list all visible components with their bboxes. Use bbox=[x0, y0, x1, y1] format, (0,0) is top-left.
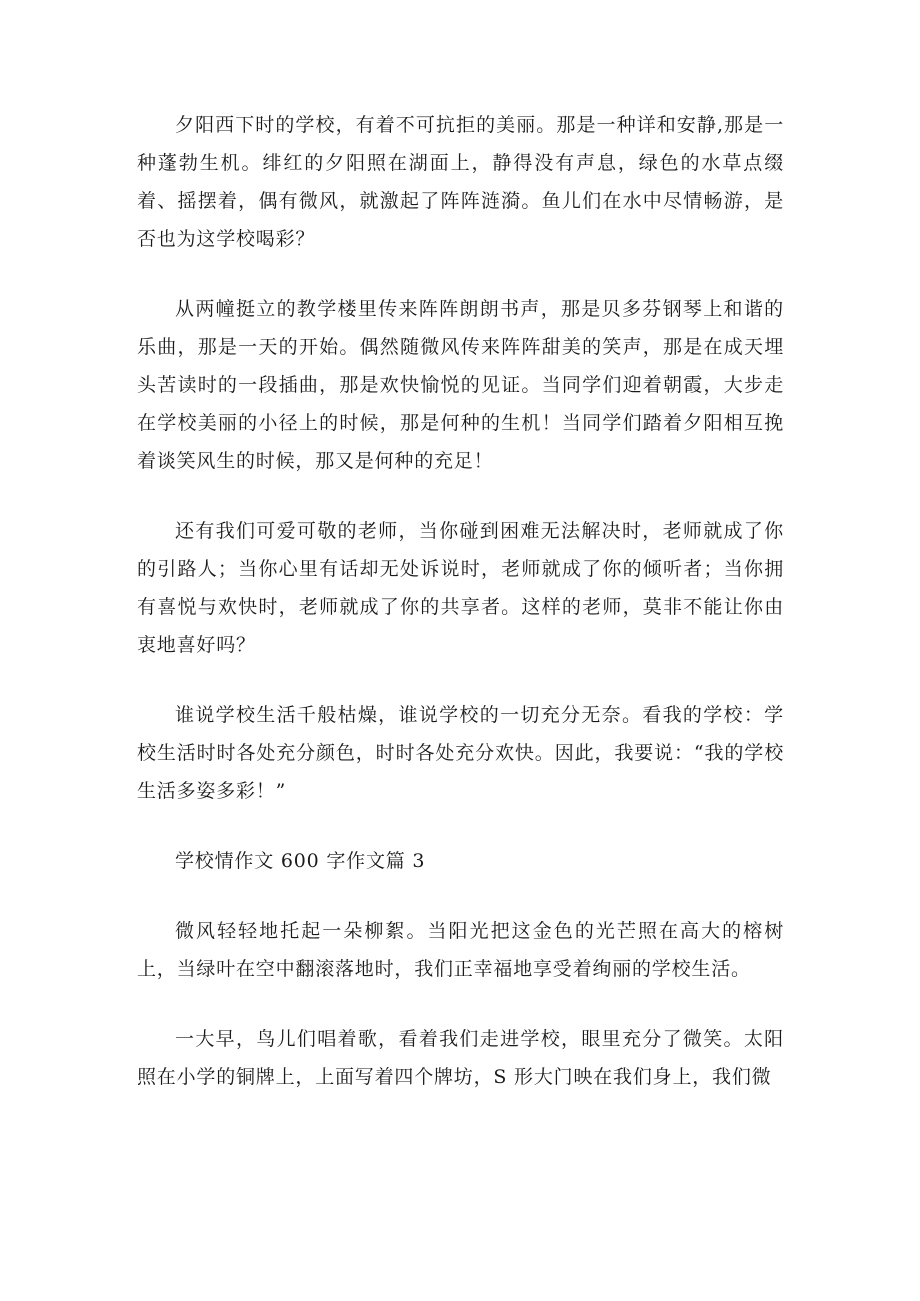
paragraph-breeze: 微风轻轻地托起一朵柳絮。当阳光把这金色的光芒照在高大的榕树上，当绿叶在空中翻滚落地时，我们正幸福地享受着绚丽的学校生活。 bbox=[137, 920, 784, 980]
paragraph-sunset: 夕阳西下时的学校，有着不可抗拒的美丽。那是一种详和安静,那是一种蓬勃生机。绯红的夕阳照在湖面上，静得没有声息，绿色的水草点缀着、摇摆着，偶有微风，就激起了阵阵涟漪。鱼儿们在水中尽情畅游，是否也为这学校喝彩？ bbox=[137, 114, 784, 250]
section-heading: 学校情作文 600 字作文篇 3 bbox=[175, 850, 426, 872]
paragraph-colorful-life: 谁说学校生活千般枯燥，谁说学校的一切充分无奈。看我的学校：学校生活时时各处充分颜色，时时各处充分欢快。因此，我要说：“我的学校生活多姿多彩！” bbox=[137, 704, 784, 802]
paragraph-classroom: 从两幢挺立的教学楼里传来阵阵朗朗书声，那是贝多芬钢琴上和谐的乐曲，那是一天的开始。偶然随微风传来阵阵甜美的笑声，那是在成天埋头苦读时的一段插曲，那是欢快愉悦的见证。当同学们迎着朝霞，大步走在学校美丽的小径上的时候，那是何种的生机！当同学们踏着夕阳相互挽着谈笑风生的时候，那又是何种的充足！ bbox=[137, 298, 784, 472]
document-page bbox=[137, 106, 784, 1128]
paragraph-teachers: 还有我们可爱可敬的老师，当你碰到困难无法解决时，老师就成了你的引路人；当你心里有话却无处诉说时，老师就成了你的倾听者；当你拥有喜悦与欢快时，老师就成了你的共享者。这样的老师，莫非不能让你由衷地喜好吗？ bbox=[137, 520, 784, 656]
paragraph-morning: 一大早，鸟儿们唱着歌，看着我们走进学校，眼里充分了微笑。太阳照在小学的铜牌上，上面写着四个牌坊，S 形大门映在我们身上，我们微 bbox=[137, 1028, 784, 1088]
